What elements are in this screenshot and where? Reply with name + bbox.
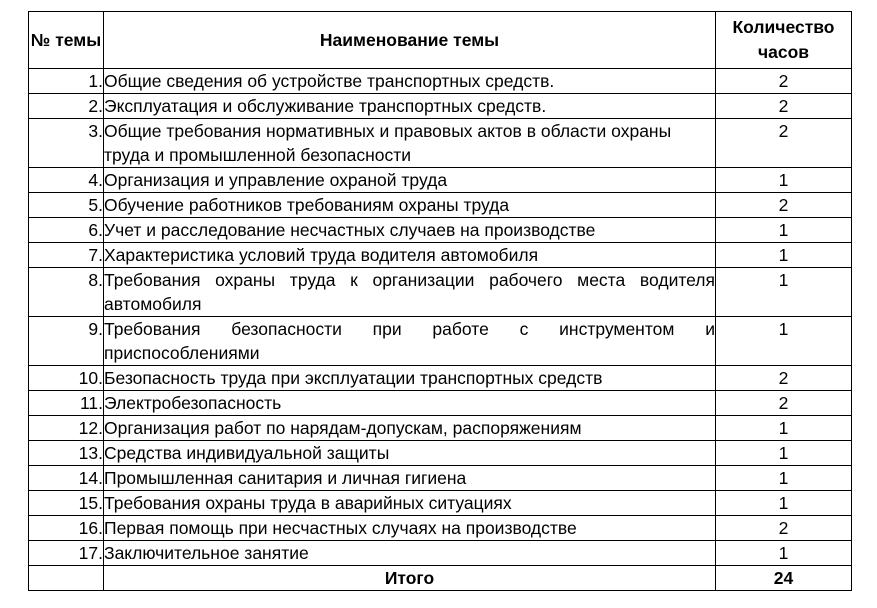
topic-number: 13.	[29, 441, 104, 466]
table-row	[29, 366, 852, 391]
topic-number: 5.	[29, 193, 104, 218]
table-row	[29, 243, 852, 268]
topic-hours: 2	[716, 193, 852, 218]
table-row	[29, 168, 852, 193]
table-row	[29, 491, 852, 516]
topic-number: 8.	[29, 268, 104, 317]
topic-hours: 2	[716, 119, 852, 168]
topic-hours: 2	[716, 391, 852, 416]
topic-hours: 1	[716, 541, 852, 566]
topic-name: Средства индивидуальной защиты	[104, 441, 716, 466]
topic-number: 2.	[29, 94, 104, 119]
topic-number: 17.	[29, 541, 104, 566]
total-label: Итого	[104, 566, 716, 591]
topic-hours: 1	[716, 268, 852, 317]
topic-number: 16.	[29, 516, 104, 541]
topic-hours: 2	[716, 69, 852, 94]
topic-name: Заключительное занятие	[104, 541, 716, 566]
topic-hours: 1	[716, 317, 852, 366]
topic-name: Общие требования нормативных и правовых актов в области охраны труда и промышленной безопасности	[104, 119, 716, 168]
total-hours: 24	[716, 566, 852, 591]
topic-name: Требования безопасности при работе с инструментом и приспособлениями	[104, 317, 716, 366]
topic-hours: 2	[716, 94, 852, 119]
header-number: № темы	[29, 12, 104, 69]
topic-hours: 1	[716, 491, 852, 516]
table-row	[29, 317, 852, 366]
topic-name: Обучение работников требованиям охраны труда	[104, 193, 716, 218]
header-hours: Количество часов	[716, 12, 852, 69]
table-row	[29, 94, 852, 119]
topic-number: 10.	[29, 366, 104, 391]
table-row	[29, 218, 852, 243]
table-row	[29, 441, 852, 466]
header-name: Наименование темы	[104, 12, 716, 69]
table-row	[29, 193, 852, 218]
table-row	[29, 391, 852, 416]
topic-number: 12.	[29, 416, 104, 441]
topic-number: 15.	[29, 491, 104, 516]
table-row	[29, 119, 852, 168]
topic-number: 14.	[29, 466, 104, 491]
topic-number: 1.	[29, 69, 104, 94]
topic-number: 6.	[29, 218, 104, 243]
topic-hours: 2	[716, 366, 852, 391]
topic-hours: 1	[716, 243, 852, 268]
total-empty-cell	[29, 566, 104, 591]
total-row	[29, 566, 852, 591]
topic-hours: 1	[716, 218, 852, 243]
topic-name: Организация работ по нарядам-допускам, распоряжениям	[104, 416, 716, 441]
table-row	[29, 466, 852, 491]
topic-hours: 1	[716, 416, 852, 441]
table-header-row	[29, 12, 852, 69]
topics-table	[28, 11, 852, 591]
topic-name: Характеристика условий труда водителя автомобиля	[104, 243, 716, 268]
table-row	[29, 516, 852, 541]
topic-name: Требования охраны труда к организации рабочего места водителя автомобиля	[104, 268, 716, 317]
topic-hours: 1	[716, 466, 852, 491]
table-row	[29, 416, 852, 441]
table-row	[29, 541, 852, 566]
topic-name: Безопасность труда при эксплуатации транспортных средств	[104, 366, 716, 391]
topic-number: 11.	[29, 391, 104, 416]
topic-name: Первая помощь при несчастных случаях на производстве	[104, 516, 716, 541]
topic-hours: 1	[716, 168, 852, 193]
table-row	[29, 69, 852, 94]
topic-hours: 1	[716, 441, 852, 466]
topic-name: Эксплуатация и обслуживание транспортных средств.	[104, 94, 716, 119]
topic-number: 3.	[29, 119, 104, 168]
topic-name: Требования охраны труда в аварийных ситуациях	[104, 491, 716, 516]
topic-name: Организация и управление охраной труда	[104, 168, 716, 193]
topic-name: Электробезопасность	[104, 391, 716, 416]
topic-number: 4.	[29, 168, 104, 193]
topic-number: 9.	[29, 317, 104, 366]
table-row	[29, 268, 852, 317]
topic-number: 7.	[29, 243, 104, 268]
topic-name: Промышленная санитария и личная гигиена	[104, 466, 716, 491]
topic-name: Общие сведения об устройстве транспортных средств.	[104, 69, 716, 94]
topic-name: Учет и расследование несчастных случаев на производстве	[104, 218, 716, 243]
topic-hours: 2	[716, 516, 852, 541]
